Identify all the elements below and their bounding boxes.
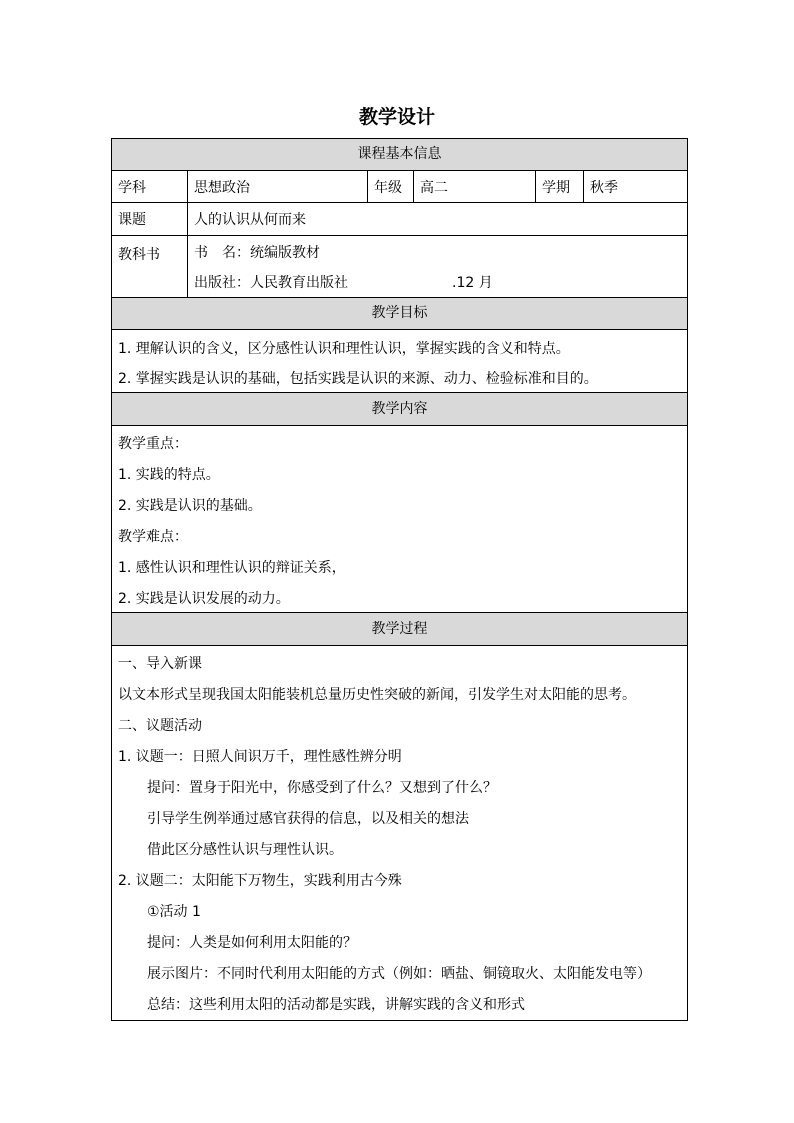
topic-label: 课题 <box>112 203 188 235</box>
term-label: 学期 <box>536 171 584 202</box>
content-header: 教学内容 <box>112 393 687 426</box>
document-title: 教学设计 <box>358 106 435 128</box>
difficulties-heading: 教学难点： <box>118 529 188 545</box>
content-line: 2. 实践是认识的基础。 <box>118 498 262 514</box>
objective-item: 1. 理解认识的含义，区分感性认识和理性认识，掌握实践的含义和特点。 <box>118 341 570 357</box>
objective-item: 2. 掌握实践是认识的基础，包括实践是认识的来源、动力、检验标准和目的。 <box>118 371 598 387</box>
process-header: 教学过程 <box>112 613 687 646</box>
content-body <box>112 426 687 613</box>
process-line: 借此区分感性认识与理性认识。 <box>147 842 343 858</box>
process-activity: ①活动 1 <box>147 904 201 920</box>
publish-date: .12 月 <box>452 275 493 291</box>
topic-row <box>112 203 687 236</box>
process-line: 提问：置身于阳光中，你感受到了什么？又想到了什么？ <box>147 780 497 796</box>
objectives-header: 教学目标 <box>112 298 687 330</box>
content-line: 1. 感性认识和理性认识的辩证关系， <box>118 560 346 576</box>
publisher-line: 出版社：人民教育出版社 <box>194 275 348 291</box>
process-topic: 2. 议题二：太阳能下万物生，实践利用古今殊 <box>118 873 402 889</box>
topic-value: 人的认识从何而来 <box>194 212 306 228</box>
basic-info-row <box>112 171 687 203</box>
process-line: 总结：这些利用太阳的活动都是实践，讲解实践的含义和形式 <box>147 997 525 1013</box>
process-line: 以文本形式呈现我国太阳能装机总量历史性突破的新闻，引发学生对太阳能的思考。 <box>118 687 636 703</box>
process-body <box>112 646 687 1020</box>
basic-info-header: 课程基本信息 <box>112 139 687 171</box>
lesson-plan-table <box>111 138 688 1021</box>
subject-value: 思想政治 <box>188 171 368 202</box>
process-section-heading: 二、议题活动 <box>118 718 202 734</box>
process-line: 提问：人类是如何利用太阳能的？ <box>147 935 357 951</box>
term-value: 秋季 <box>590 179 618 196</box>
process-line: 引导学生例举通过感官获得的信息，以及相关的想法 <box>147 811 469 827</box>
grade-label: 年级 <box>368 171 414 202</box>
process-topic: 1. 议题一：日照人间识万千，理性感性辨分明 <box>118 749 402 765</box>
key-points-heading: 教学重点： <box>118 436 188 452</box>
content-line: 2. 实践是认识发展的动力。 <box>118 591 290 607</box>
subject-label: 学科 <box>112 171 188 202</box>
process-line: 展示图片：不同时代利用太阳能的方式（例如：晒盐、铜镜取火、太阳能发电等） <box>147 966 651 982</box>
content-line: 1. 实践的特点。 <box>118 467 220 483</box>
textbook-row <box>112 236 687 298</box>
textbook-label: 教科书 <box>112 236 188 297</box>
objectives-body <box>112 330 687 393</box>
textbook-name-line: 书 名：统编版教材 <box>194 245 320 261</box>
process-section-heading: 一、导入新课 <box>118 656 202 672</box>
grade-value: 高二 <box>414 171 536 202</box>
